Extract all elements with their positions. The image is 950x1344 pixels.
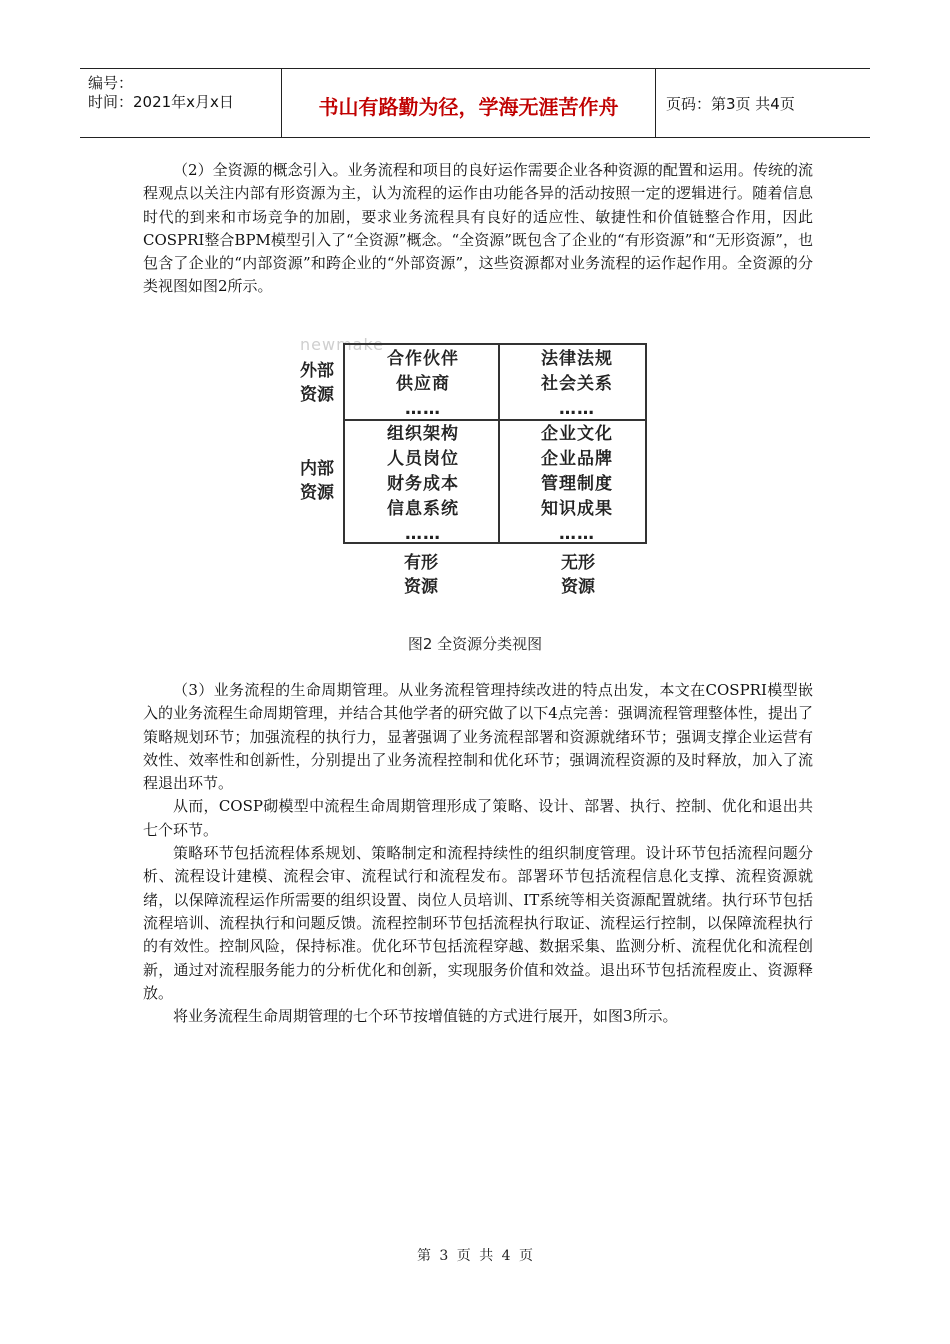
paragraph-text: （2）全资源的概念引入。业务流程和项目的良好运作需要企业各种资源的配置和运用。传统的流程观点以关注内部有形资源为主，认为流程的运作由功能各异的活动按照一定的逻辑进行。随着信息时代的到来和市场竞争的加剧，要求业务流程具有良好的适应性、敏捷性和价值链整合作用，因此COSPRI整合BPM模型引入了“全资源”概念。“全资源”既包含了企业的“有形资源”和“无形资源”，也包含了企业的“内部资源”和跨企业的“外部资源”，这些资源都对业务流程的运作起作用。全资源的分类视图如图2所示。 xyxy=(143,161,813,296)
header-info-cell xyxy=(80,69,282,137)
motto: 书山有路勤为径，学海无涯苦作舟 xyxy=(318,95,619,119)
header-page-cell xyxy=(656,69,870,137)
page-code: 页码：第3页 共4页 xyxy=(666,95,795,113)
figure-caption: 图2 全资源分类视图 xyxy=(407,635,543,653)
header-motto-cell xyxy=(282,69,656,137)
grid-divider-vertical xyxy=(498,345,500,542)
paragraph-text: 策略环节包括流程体系规划、策略制定和流程持续性的组织制度管理。设计环节包括流程问题分析、流程设计建模、流程会审、流程试行和流程发布。部署环节包括流程信息化支撑、流程资源就绪，以保障流程运作所需要的组织设置、岗位人员培训、IT系统等相关资源配置就绪。执行环节包括流程培训、流程执行和问题反馈。流程控制环节包括流程执行取证、流程运行控制，以保障流程执行的有效性。控制风险，保持标准。优化环节包括流程穿越、数据采集、监测分析、流程优化和流程创新，通过对流程服务能力的分析优化和创新，实现服务价值和效益。退出环节包括流程废止、资源释放。 xyxy=(143,844,813,1002)
cell-external-intangible: 法律法规 社会关系 …… xyxy=(541,349,613,419)
page-header xyxy=(80,68,870,138)
resource-grid xyxy=(343,343,647,544)
resource-classification-figure xyxy=(290,335,660,605)
col-label-intangible: 无形 资源 xyxy=(561,553,595,597)
row-label-internal: 内部 资源 xyxy=(300,459,334,503)
cell-internal-intangible: 企业文化 企业品牌 管理制度 知识成果 …… xyxy=(541,424,613,544)
cell-internal-tangible: 组织架构 人员岗位 财务成本 信息系统 …… xyxy=(387,424,459,544)
paragraph-text: 将业务流程生命周期管理的七个环节按增值链的方式进行展开，如图3所示。 xyxy=(173,1007,678,1026)
paragraph-text: 从而，COSP砌模型中流程生命周期管理形成了策略、设计、部署、执行、控制、优化和退出共七个环节。 xyxy=(143,797,813,839)
watermark: newmake xyxy=(300,335,384,354)
paragraph-group-lifecycle xyxy=(143,679,813,1028)
cell-external-tangible: 合作伙伴 供应商 …… xyxy=(387,349,459,419)
page-footer: 第 3 页 共 4 页 xyxy=(416,1248,534,1264)
time-label: 时间：2021年x月x日 xyxy=(88,93,234,111)
number-label: 编号： xyxy=(88,74,134,92)
paragraph-full-resource xyxy=(143,159,813,299)
paragraph-text: （3）业务流程的生命周期管理。从业务流程管理持续改进的特点出发，本文在COSPRI模型嵌入的业务流程生命周期管理，并结合其他学者的研究做了以下4点完善：强调流程管理整体性，提出了策略规划环节；加强流程的执行力，显著强调了业务流程部署和资源就绪环节；强调支撑企业运营有效性、效率性和创新性，分别提出了业务流程控制和优化环节；强调流程资源的及时释放，加入了流程退出环节。 xyxy=(143,681,813,793)
col-label-tangible: 有形 资源 xyxy=(404,553,438,597)
row-label-external: 外部 资源 xyxy=(300,361,334,405)
